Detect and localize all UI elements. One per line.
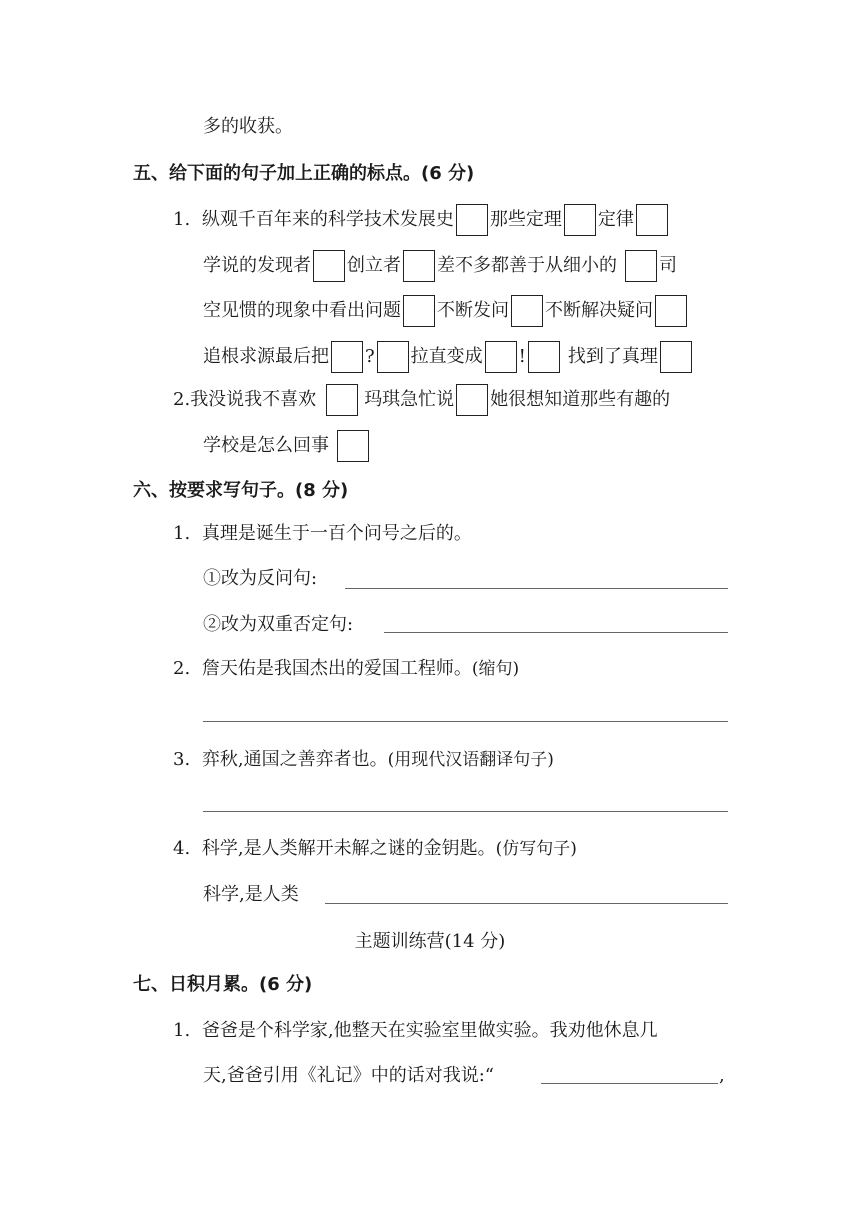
s5-q2-line1 — [173, 384, 670, 416]
punct-box[interactable] — [313, 250, 345, 282]
s5-q1-l2d: 司 — [659, 255, 677, 276]
s7-q1-l2a: 天,爸爸引用《礼记》中的话对我说:“ — [203, 1065, 494, 1086]
s5-q1-l1b: 那些定理 — [489, 209, 562, 230]
s5-q1-l1a: 纵观千百年来的科学技术发展史 — [201, 209, 454, 230]
s5-q1-line1 — [173, 204, 670, 236]
s6-q1-sub1-label: ①改为反问句: — [203, 568, 318, 589]
s5-q2-l1c: 她很想知道那些有趣的 — [490, 389, 671, 410]
s7-q1-line2 — [203, 1063, 494, 1089]
s6-q4-prompt-label: 科学,是人类 — [203, 884, 299, 905]
answer-line[interactable] — [203, 721, 728, 722]
answer-line[interactable] — [325, 903, 728, 904]
answer-line[interactable] — [541, 1083, 718, 1084]
s6-q4-num: 4. — [173, 838, 191, 859]
s5-q1-l4a: 追根求源最后把 — [203, 346, 329, 367]
camp-title: 主题训练营(14 分) — [354, 931, 506, 952]
punct-box[interactable] — [326, 384, 358, 416]
s5-q1-line4 — [203, 341, 694, 373]
s7-q1-line1 — [173, 1018, 658, 1044]
answer-line[interactable] — [384, 632, 728, 633]
punct-box[interactable] — [564, 204, 596, 236]
s6-q3-line — [173, 747, 554, 773]
s6-q1-sub2-label: ②改为双重否定句: — [203, 614, 354, 635]
punct-box[interactable] — [655, 295, 687, 327]
s5-q1-l3b: 不断发问 — [437, 300, 509, 321]
s5-q1-l4d: ! — [518, 346, 526, 367]
section6-heading: 六、按要求写句子。(8 分) — [133, 480, 349, 501]
s6-q4-note: (仿写句子) — [495, 839, 577, 859]
s6-q3-text: 弈秋,通国之善弈者也。 — [201, 749, 388, 770]
s5-q1-l3c: 不断解决疑问 — [545, 300, 653, 321]
section5-heading: 五、给下面的句子加上正确的标点。(6 分) — [133, 163, 475, 184]
section7-heading: 七、日积月累。(6 分) — [133, 974, 313, 995]
s6-q4-prompt — [203, 882, 299, 908]
s5-q2-l1a: 我没说我不喜欢 — [190, 389, 317, 410]
s5-q1-l3a: 空见惯的现象中看出问题 — [203, 300, 401, 321]
punct-box[interactable] — [625, 250, 657, 282]
s5-q1-l2b: 创立者 — [347, 255, 401, 276]
s6-q3-note: (用现代汉语翻译句子) — [387, 750, 554, 770]
s6-q4-line — [173, 836, 577, 862]
s7-q1-comma: , — [719, 1065, 725, 1086]
punct-box[interactable] — [528, 341, 560, 373]
punct-box[interactable] — [511, 295, 543, 327]
s6-q1-sub1 — [203, 566, 317, 592]
punct-box[interactable] — [337, 430, 369, 462]
s6-q1-text: 真理是诞生于一百个问号之后的。 — [201, 523, 472, 544]
s7-q1-l1: 爸爸是个科学家,他整天在实验室里做实验。我劝他休息几 — [201, 1020, 658, 1041]
answer-line[interactable] — [203, 811, 728, 812]
punct-box[interactable] — [456, 384, 488, 416]
s6-q4-text: 科学,是人类解开未解之谜的金钥匙。 — [201, 838, 496, 859]
s5-q1-line2 — [203, 250, 677, 282]
punct-box[interactable] — [331, 341, 363, 373]
answer-line[interactable] — [345, 588, 728, 589]
s6-q1-num: 1. — [173, 523, 191, 544]
s5-q2-line2 — [203, 430, 371, 462]
s6-q2-text: 詹天佑是我国杰出的爱国工程师。 — [201, 658, 472, 679]
s6-q3-num: 3. — [173, 749, 191, 770]
s5-q1-line3 — [203, 295, 689, 327]
punct-box[interactable] — [377, 341, 409, 373]
punct-box[interactable] — [403, 250, 435, 282]
s7-q1-num: 1. — [173, 1020, 191, 1041]
s5-q1-l1c: 定律 — [597, 209, 634, 230]
s5-q2-num: 2. — [173, 389, 191, 410]
s6-q2-note: (缩句) — [471, 659, 520, 679]
s6-q1-sub2 — [203, 612, 353, 638]
s5-q1-l2c: 差不多都善于从细小的 — [437, 255, 617, 276]
s5-q2-l2a: 学校是怎么回事 — [203, 435, 329, 456]
s5-q1-l4c: 拉直变成 — [410, 346, 483, 367]
punct-box[interactable] — [636, 204, 668, 236]
s5-q1-l4b: ? — [365, 346, 375, 367]
s5-q1-num: 1. — [173, 209, 191, 230]
s6-q2-num: 2. — [173, 658, 191, 679]
s6-q1-line — [173, 521, 472, 547]
s5-q2-l1b: 玛琪急忙说 — [364, 389, 455, 410]
s6-q2-line — [173, 656, 519, 682]
s5-q1-l2a: 学说的发现者 — [203, 255, 311, 276]
punct-box[interactable] — [403, 295, 435, 327]
carry-over-text: 多的收获。 — [203, 116, 293, 137]
punct-box[interactable] — [485, 341, 517, 373]
punct-box[interactable] — [456, 204, 488, 236]
punct-box[interactable] — [660, 341, 692, 373]
s5-q1-l4e: 找到了真理 — [567, 346, 658, 367]
